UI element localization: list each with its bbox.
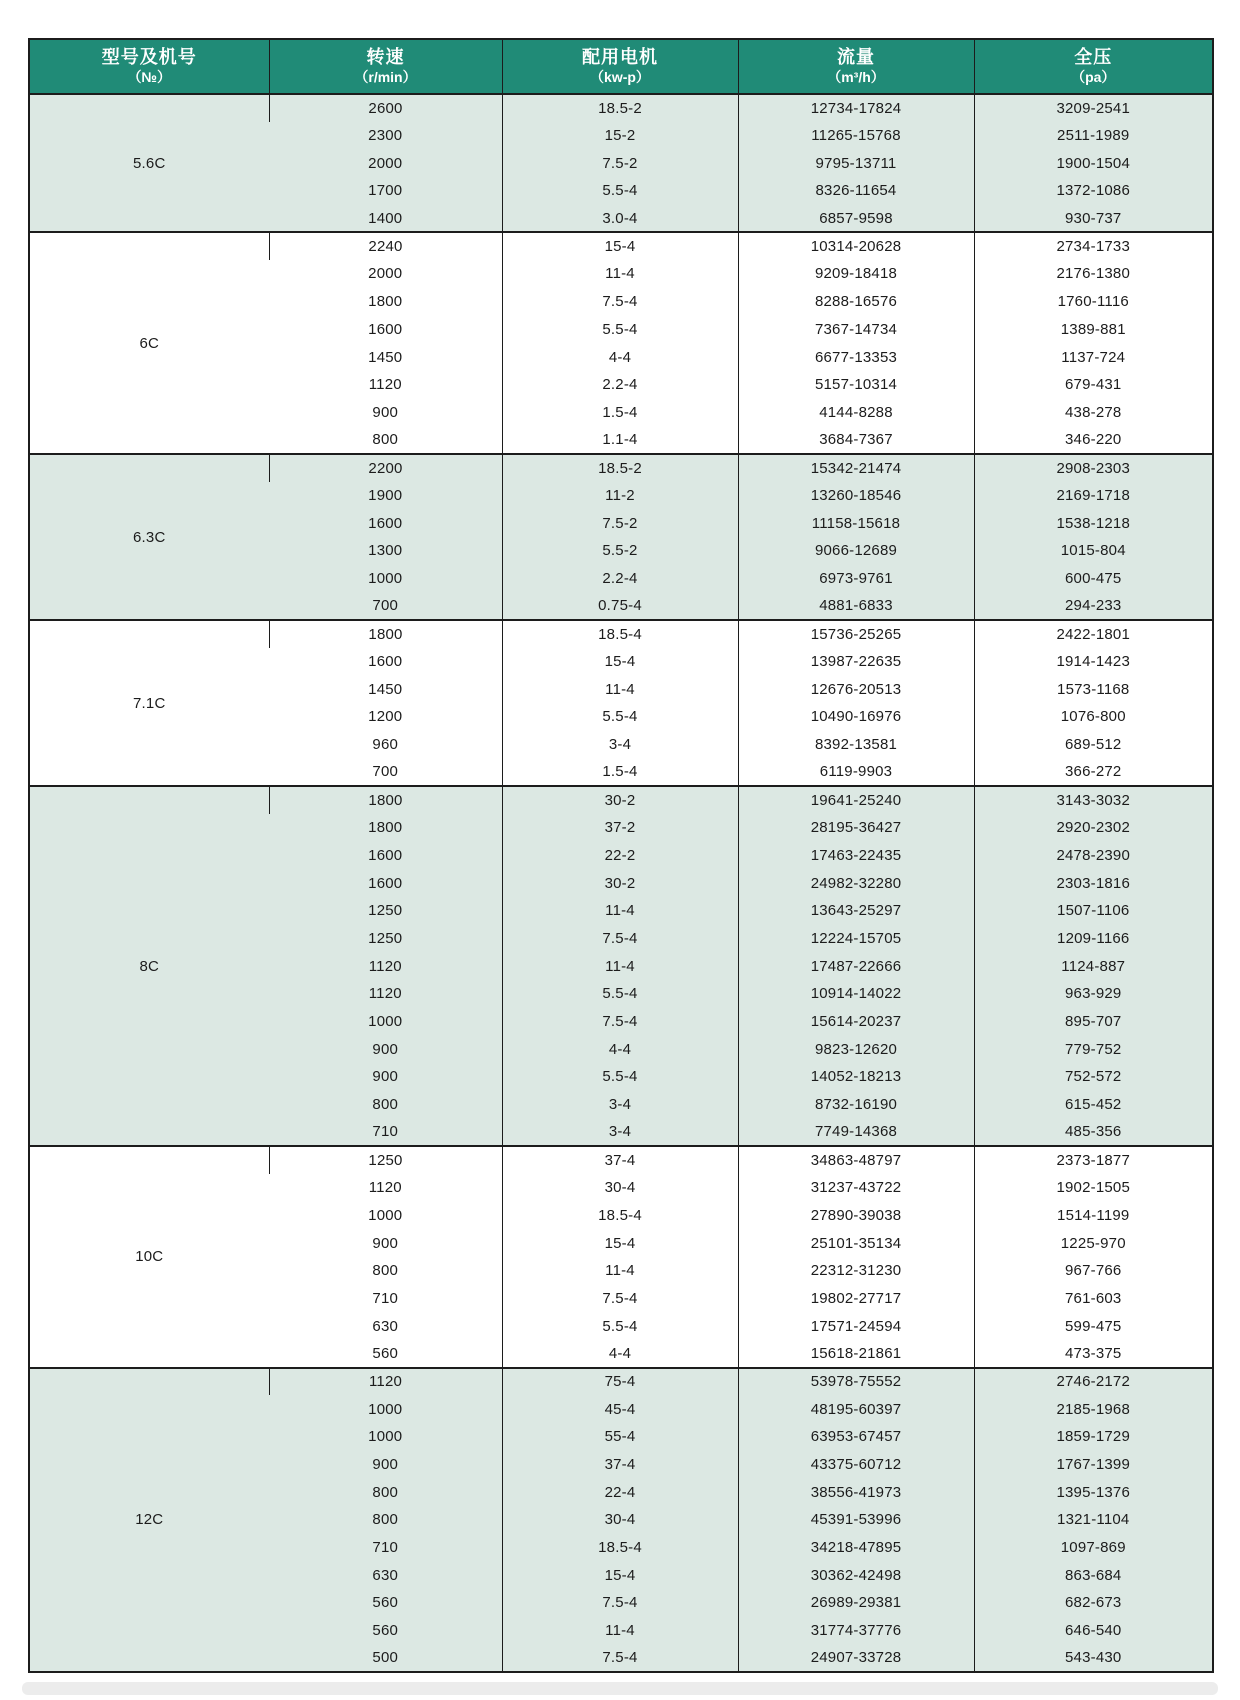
speed-cell: 1250 bbox=[269, 897, 502, 925]
pressure-cell: 1097-869 bbox=[974, 1534, 1213, 1562]
speed-cell: 900 bbox=[269, 1229, 502, 1257]
pressure-cell: 963-929 bbox=[974, 980, 1213, 1008]
motor-cell: 75-4 bbox=[502, 1368, 738, 1396]
pressure-cell: 1514-1199 bbox=[974, 1202, 1213, 1230]
flow-cell: 6677-13353 bbox=[738, 343, 974, 371]
header-pressure-unit: （pa） bbox=[1071, 69, 1116, 85]
flow-cell: 9209-18418 bbox=[738, 260, 974, 288]
speed-cell: 2600 bbox=[269, 94, 502, 122]
pressure-cell: 1389-881 bbox=[974, 316, 1213, 344]
speed-cell: 630 bbox=[269, 1561, 502, 1589]
speed-cell: 1250 bbox=[269, 925, 502, 953]
speed-cell: 1000 bbox=[269, 1202, 502, 1230]
flow-cell: 12224-15705 bbox=[738, 925, 974, 953]
flow-cell: 10914-14022 bbox=[738, 980, 974, 1008]
flow-cell: 45391-53996 bbox=[738, 1506, 974, 1534]
motor-cell: 7.5-4 bbox=[502, 1008, 738, 1036]
pressure-cell: 2511-1989 bbox=[974, 122, 1213, 150]
pressure-cell: 1507-1106 bbox=[974, 897, 1213, 925]
flow-cell: 9066-12689 bbox=[738, 537, 974, 565]
motor-cell: 5.5-4 bbox=[502, 980, 738, 1008]
speed-cell: 900 bbox=[269, 1063, 502, 1091]
pressure-cell: 1900-1504 bbox=[974, 149, 1213, 177]
pressure-cell: 761-603 bbox=[974, 1285, 1213, 1313]
pressure-cell: 1372-1086 bbox=[974, 177, 1213, 205]
flow-cell: 27890-39038 bbox=[738, 1202, 974, 1230]
flow-cell: 13987-22635 bbox=[738, 648, 974, 676]
table-row bbox=[29, 232, 1213, 260]
pressure-cell: 2373-1877 bbox=[974, 1146, 1213, 1174]
pressure-cell: 599-475 bbox=[974, 1312, 1213, 1340]
model-cell: 12C bbox=[29, 1368, 269, 1673]
speed-cell: 700 bbox=[269, 759, 502, 787]
motor-cell: 37-4 bbox=[502, 1451, 738, 1479]
speed-cell: 1120 bbox=[269, 371, 502, 399]
pressure-cell: 2746-2172 bbox=[974, 1368, 1213, 1396]
speed-cell: 560 bbox=[269, 1340, 502, 1368]
motor-cell: 7.5-4 bbox=[502, 1645, 738, 1673]
model-cell: 5.6C bbox=[29, 94, 269, 232]
speed-cell: 560 bbox=[269, 1617, 502, 1645]
speed-cell: 900 bbox=[269, 1035, 502, 1063]
flow-cell: 9823-12620 bbox=[738, 1035, 974, 1063]
pressure-cell: 2908-2303 bbox=[974, 454, 1213, 482]
flow-cell: 6857-9598 bbox=[738, 205, 974, 233]
header-pressure bbox=[974, 39, 1213, 94]
motor-cell: 7.5-4 bbox=[502, 1589, 738, 1617]
pressure-cell: 1914-1423 bbox=[974, 648, 1213, 676]
pressure-cell: 863-684 bbox=[974, 1561, 1213, 1589]
motor-cell: 3.0-4 bbox=[502, 205, 738, 233]
motor-cell: 7.5-2 bbox=[502, 149, 738, 177]
model-cell: 6.3C bbox=[29, 454, 269, 620]
motor-cell: 5.5-2 bbox=[502, 537, 738, 565]
speed-cell: 500 bbox=[269, 1645, 502, 1673]
page-bottom-strip bbox=[22, 1682, 1218, 1695]
speed-cell: 1800 bbox=[269, 288, 502, 316]
speed-cell: 2240 bbox=[269, 232, 502, 260]
pressure-cell: 2478-2390 bbox=[974, 842, 1213, 870]
speed-cell: 1450 bbox=[269, 343, 502, 371]
pressure-cell: 2185-1968 bbox=[974, 1395, 1213, 1423]
speed-cell: 1250 bbox=[269, 1146, 502, 1174]
motor-cell: 11-4 bbox=[502, 1257, 738, 1285]
flow-cell: 6119-9903 bbox=[738, 759, 974, 787]
pressure-cell: 682-673 bbox=[974, 1589, 1213, 1617]
motor-cell: 30-2 bbox=[502, 869, 738, 897]
fan-spec-table bbox=[28, 38, 1214, 1673]
pressure-cell: 1538-1218 bbox=[974, 509, 1213, 537]
motor-cell: 1.5-4 bbox=[502, 759, 738, 787]
flow-cell: 19802-27717 bbox=[738, 1285, 974, 1313]
table-row bbox=[29, 1146, 1213, 1174]
motor-cell: 30-2 bbox=[502, 786, 738, 814]
speed-cell: 900 bbox=[269, 399, 502, 427]
pressure-cell: 752-572 bbox=[974, 1063, 1213, 1091]
speed-cell: 1120 bbox=[269, 980, 502, 1008]
flow-cell: 10314-20628 bbox=[738, 232, 974, 260]
motor-cell: 37-2 bbox=[502, 814, 738, 842]
flow-cell: 31774-37776 bbox=[738, 1617, 974, 1645]
motor-cell: 55-4 bbox=[502, 1423, 738, 1451]
pressure-cell: 1902-1505 bbox=[974, 1174, 1213, 1202]
speed-cell: 1000 bbox=[269, 1423, 502, 1451]
motor-cell: 7.5-2 bbox=[502, 509, 738, 537]
header-speed-unit: （r/min） bbox=[354, 69, 417, 85]
motor-cell: 7.5-4 bbox=[502, 925, 738, 953]
table-header bbox=[29, 39, 1213, 94]
pressure-cell: 1321-1104 bbox=[974, 1506, 1213, 1534]
pressure-cell: 1225-970 bbox=[974, 1229, 1213, 1257]
speed-cell: 2200 bbox=[269, 454, 502, 482]
flow-cell: 14052-18213 bbox=[738, 1063, 974, 1091]
motor-cell: 7.5-4 bbox=[502, 288, 738, 316]
speed-cell: 1120 bbox=[269, 1368, 502, 1396]
speed-cell: 1600 bbox=[269, 316, 502, 344]
flow-cell: 15618-21861 bbox=[738, 1340, 974, 1368]
model-cell: 6C bbox=[29, 232, 269, 454]
table-row bbox=[29, 454, 1213, 482]
speed-cell: 800 bbox=[269, 426, 502, 454]
flow-cell: 15736-25265 bbox=[738, 620, 974, 648]
motor-cell: 22-4 bbox=[502, 1478, 738, 1506]
speed-cell: 800 bbox=[269, 1506, 502, 1534]
pressure-cell: 3209-2541 bbox=[974, 94, 1213, 122]
flow-cell: 34218-47895 bbox=[738, 1534, 974, 1562]
speed-cell: 1000 bbox=[269, 565, 502, 593]
motor-cell: 15-4 bbox=[502, 1561, 738, 1589]
pressure-cell: 1859-1729 bbox=[974, 1423, 1213, 1451]
pressure-cell: 346-220 bbox=[974, 426, 1213, 454]
flow-cell: 63953-67457 bbox=[738, 1423, 974, 1451]
motor-cell: 2.2-4 bbox=[502, 565, 738, 593]
speed-cell: 1120 bbox=[269, 952, 502, 980]
pressure-cell: 930-737 bbox=[974, 205, 1213, 233]
speed-cell: 900 bbox=[269, 1451, 502, 1479]
model-cell: 7.1C bbox=[29, 620, 269, 786]
flow-cell: 24907-33728 bbox=[738, 1645, 974, 1673]
pressure-cell: 473-375 bbox=[974, 1340, 1213, 1368]
pressure-cell: 615-452 bbox=[974, 1091, 1213, 1119]
model-cell: 8C bbox=[29, 786, 269, 1146]
flow-cell: 17463-22435 bbox=[738, 842, 974, 870]
pressure-cell: 2920-2302 bbox=[974, 814, 1213, 842]
speed-cell: 1800 bbox=[269, 620, 502, 648]
pressure-cell: 895-707 bbox=[974, 1008, 1213, 1036]
flow-cell: 11158-15618 bbox=[738, 509, 974, 537]
motor-cell: 5.5-4 bbox=[502, 1063, 738, 1091]
motor-cell: 18.5-4 bbox=[502, 620, 738, 648]
flow-cell: 22312-31230 bbox=[738, 1257, 974, 1285]
header-flow bbox=[738, 39, 974, 94]
motor-cell: 37-4 bbox=[502, 1146, 738, 1174]
motor-cell: 0.75-4 bbox=[502, 592, 738, 620]
speed-cell: 1800 bbox=[269, 814, 502, 842]
pressure-cell: 2176-1380 bbox=[974, 260, 1213, 288]
motor-cell: 11-4 bbox=[502, 897, 738, 925]
pressure-cell: 366-272 bbox=[974, 759, 1213, 787]
pressure-cell: 779-752 bbox=[974, 1035, 1213, 1063]
flow-cell: 25101-35134 bbox=[738, 1229, 974, 1257]
header-speed-title: 转速 bbox=[366, 47, 405, 67]
pressure-cell: 2303-1816 bbox=[974, 869, 1213, 897]
speed-cell: 1300 bbox=[269, 537, 502, 565]
speed-cell: 710 bbox=[269, 1534, 502, 1562]
flow-cell: 19641-25240 bbox=[738, 786, 974, 814]
header-motor-unit: （kw-p） bbox=[590, 69, 650, 85]
speed-cell: 1900 bbox=[269, 482, 502, 510]
table-row bbox=[29, 94, 1213, 122]
flow-cell: 12676-20513 bbox=[738, 675, 974, 703]
flow-cell: 8288-16576 bbox=[738, 288, 974, 316]
header-model-title: 型号及机号 bbox=[101, 47, 197, 67]
motor-cell: 18.5-4 bbox=[502, 1202, 738, 1230]
motor-cell: 5.5-4 bbox=[502, 1312, 738, 1340]
pressure-cell: 1573-1168 bbox=[974, 675, 1213, 703]
speed-cell: 1000 bbox=[269, 1008, 502, 1036]
speed-cell: 2300 bbox=[269, 122, 502, 150]
header-flow-unit: （m³/h） bbox=[827, 69, 885, 85]
speed-cell: 1120 bbox=[269, 1174, 502, 1202]
motor-cell: 1.1-4 bbox=[502, 426, 738, 454]
table-body bbox=[29, 94, 1213, 1672]
motor-cell: 5.5-4 bbox=[502, 177, 738, 205]
speed-cell: 800 bbox=[269, 1257, 502, 1285]
table-row bbox=[29, 620, 1213, 648]
flow-cell: 5157-10314 bbox=[738, 371, 974, 399]
speed-cell: 1600 bbox=[269, 869, 502, 897]
pressure-cell: 2734-1733 bbox=[974, 232, 1213, 260]
pressure-cell: 1137-724 bbox=[974, 343, 1213, 371]
speed-cell: 1600 bbox=[269, 509, 502, 537]
speed-cell: 800 bbox=[269, 1478, 502, 1506]
flow-cell: 31237-43722 bbox=[738, 1174, 974, 1202]
flow-cell: 38556-41973 bbox=[738, 1478, 974, 1506]
pressure-cell: 646-540 bbox=[974, 1617, 1213, 1645]
pressure-cell: 485-356 bbox=[974, 1118, 1213, 1146]
motor-cell: 22-2 bbox=[502, 842, 738, 870]
pressure-cell: 1209-1166 bbox=[974, 925, 1213, 953]
flow-cell: 4881-6833 bbox=[738, 592, 974, 620]
flow-cell: 24982-32280 bbox=[738, 869, 974, 897]
motor-cell: 11-4 bbox=[502, 675, 738, 703]
flow-cell: 12734-17824 bbox=[738, 94, 974, 122]
pressure-cell: 1767-1399 bbox=[974, 1451, 1213, 1479]
pressure-cell: 3143-3032 bbox=[974, 786, 1213, 814]
motor-cell: 18.5-2 bbox=[502, 94, 738, 122]
pressure-cell: 438-278 bbox=[974, 399, 1213, 427]
motor-cell: 30-4 bbox=[502, 1174, 738, 1202]
flow-cell: 9795-13711 bbox=[738, 149, 974, 177]
flow-cell: 4144-8288 bbox=[738, 399, 974, 427]
flow-cell: 11265-15768 bbox=[738, 122, 974, 150]
motor-cell: 3-4 bbox=[502, 1118, 738, 1146]
pressure-cell: 1760-1116 bbox=[974, 288, 1213, 316]
speed-cell: 1800 bbox=[269, 786, 502, 814]
flow-cell: 8392-13581 bbox=[738, 731, 974, 759]
header-pressure-title: 全压 bbox=[1074, 47, 1113, 67]
motor-cell: 15-2 bbox=[502, 122, 738, 150]
flow-cell: 6973-9761 bbox=[738, 565, 974, 593]
flow-cell: 43375-60712 bbox=[738, 1451, 974, 1479]
flow-cell: 7367-14734 bbox=[738, 316, 974, 344]
flow-cell: 10490-16976 bbox=[738, 703, 974, 731]
flow-cell: 8326-11654 bbox=[738, 177, 974, 205]
speed-cell: 710 bbox=[269, 1285, 502, 1313]
motor-cell: 3-4 bbox=[502, 731, 738, 759]
header-model-unit: （№） bbox=[127, 69, 172, 85]
speed-cell: 700 bbox=[269, 592, 502, 620]
flow-cell: 13643-25297 bbox=[738, 897, 974, 925]
speed-cell: 710 bbox=[269, 1118, 502, 1146]
motor-cell: 15-4 bbox=[502, 232, 738, 260]
motor-cell: 1.5-4 bbox=[502, 399, 738, 427]
speed-cell: 630 bbox=[269, 1312, 502, 1340]
flow-cell: 26989-29381 bbox=[738, 1589, 974, 1617]
pressure-cell: 543-430 bbox=[974, 1645, 1213, 1673]
speed-cell: 1400 bbox=[269, 205, 502, 233]
flow-cell: 8732-16190 bbox=[738, 1091, 974, 1119]
flow-cell: 3684-7367 bbox=[738, 426, 974, 454]
motor-cell: 7.5-4 bbox=[502, 1285, 738, 1313]
flow-cell: 17571-24594 bbox=[738, 1312, 974, 1340]
header-flow-title: 流量 bbox=[837, 47, 875, 67]
flow-cell: 53978-75552 bbox=[738, 1368, 974, 1396]
motor-cell: 4-4 bbox=[502, 1035, 738, 1063]
motor-cell: 2.2-4 bbox=[502, 371, 738, 399]
header-model bbox=[29, 39, 269, 94]
speed-cell: 2000 bbox=[269, 260, 502, 288]
motor-cell: 4-4 bbox=[502, 343, 738, 371]
motor-cell: 15-4 bbox=[502, 1229, 738, 1257]
table-row bbox=[29, 1368, 1213, 1396]
motor-cell: 5.5-4 bbox=[502, 316, 738, 344]
motor-cell: 18.5-2 bbox=[502, 454, 738, 482]
motor-cell: 11-4 bbox=[502, 260, 738, 288]
pressure-cell: 600-475 bbox=[974, 565, 1213, 593]
pressure-cell: 2422-1801 bbox=[974, 620, 1213, 648]
pressure-cell: 2169-1718 bbox=[974, 482, 1213, 510]
flow-cell: 34863-48797 bbox=[738, 1146, 974, 1174]
motor-cell: 11-2 bbox=[502, 482, 738, 510]
motor-cell: 3-4 bbox=[502, 1091, 738, 1119]
motor-cell: 11-4 bbox=[502, 952, 738, 980]
flow-cell: 13260-18546 bbox=[738, 482, 974, 510]
header-speed bbox=[269, 39, 502, 94]
flow-cell: 48195-60397 bbox=[738, 1395, 974, 1423]
speed-cell: 1000 bbox=[269, 1395, 502, 1423]
speed-cell: 960 bbox=[269, 731, 502, 759]
flow-cell: 17487-22666 bbox=[738, 952, 974, 980]
speed-cell: 1600 bbox=[269, 648, 502, 676]
model-cell: 10C bbox=[29, 1146, 269, 1368]
speed-cell: 800 bbox=[269, 1091, 502, 1119]
table-row bbox=[29, 786, 1213, 814]
flow-cell: 30362-42498 bbox=[738, 1561, 974, 1589]
speed-cell: 1450 bbox=[269, 675, 502, 703]
pressure-cell: 1015-804 bbox=[974, 537, 1213, 565]
pressure-cell: 967-766 bbox=[974, 1257, 1213, 1285]
flow-cell: 7749-14368 bbox=[738, 1118, 974, 1146]
pressure-cell: 294-233 bbox=[974, 592, 1213, 620]
motor-cell: 15-4 bbox=[502, 648, 738, 676]
speed-cell: 1700 bbox=[269, 177, 502, 205]
pressure-cell: 1124-887 bbox=[974, 952, 1213, 980]
motor-cell: 11-4 bbox=[502, 1617, 738, 1645]
flow-cell: 28195-36427 bbox=[738, 814, 974, 842]
motor-cell: 45-4 bbox=[502, 1395, 738, 1423]
speed-cell: 1200 bbox=[269, 703, 502, 731]
header-motor bbox=[502, 39, 738, 94]
pressure-cell: 1395-1376 bbox=[974, 1478, 1213, 1506]
motor-cell: 18.5-4 bbox=[502, 1534, 738, 1562]
speed-cell: 2000 bbox=[269, 149, 502, 177]
motor-cell: 5.5-4 bbox=[502, 703, 738, 731]
pressure-cell: 1076-800 bbox=[974, 703, 1213, 731]
motor-cell: 30-4 bbox=[502, 1506, 738, 1534]
pressure-cell: 689-512 bbox=[974, 731, 1213, 759]
motor-cell: 4-4 bbox=[502, 1340, 738, 1368]
pressure-cell: 679-431 bbox=[974, 371, 1213, 399]
flow-cell: 15342-21474 bbox=[738, 454, 974, 482]
header-motor-title: 配用电机 bbox=[582, 47, 658, 67]
flow-cell: 15614-20237 bbox=[738, 1008, 974, 1036]
speed-cell: 1600 bbox=[269, 842, 502, 870]
speed-cell: 560 bbox=[269, 1589, 502, 1617]
